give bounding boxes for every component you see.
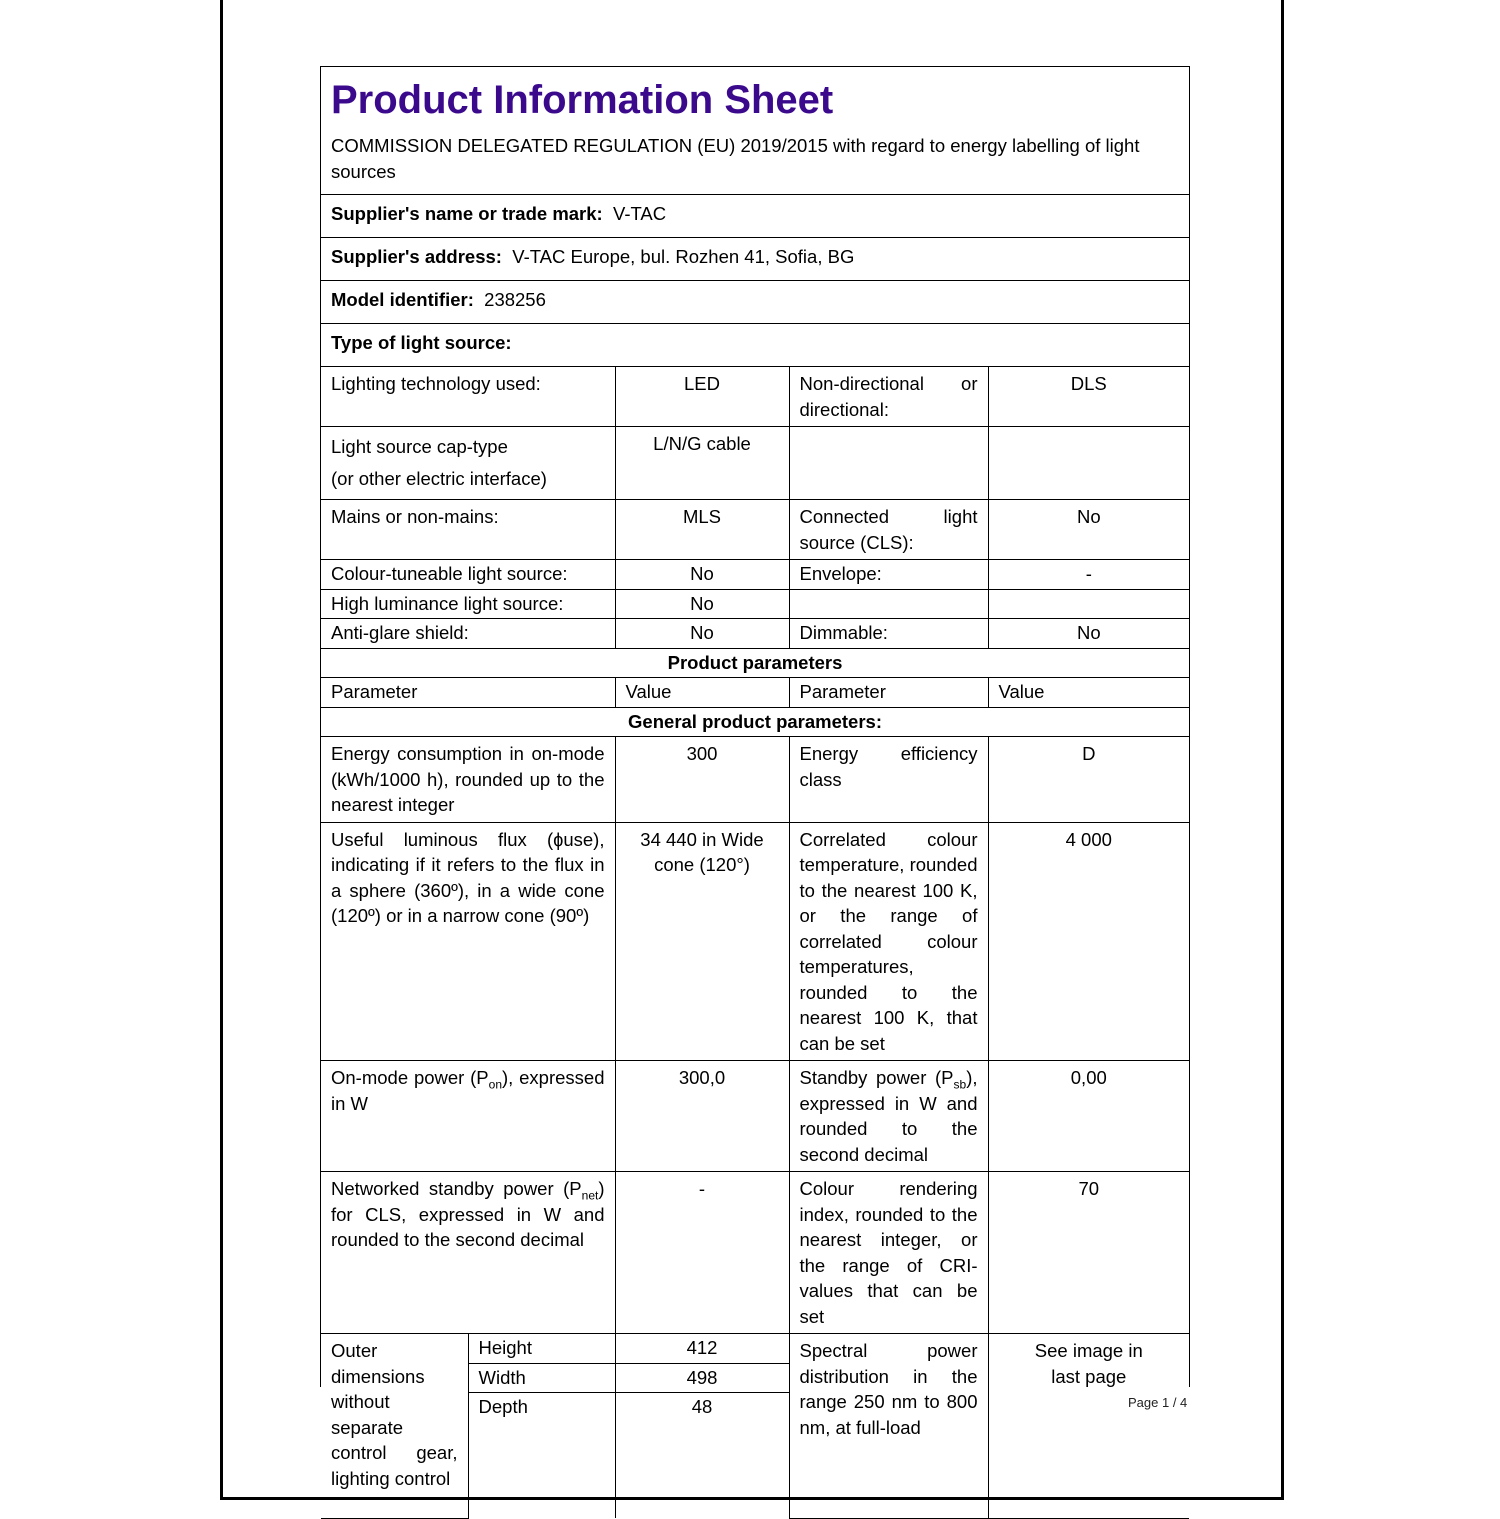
depth-value: 48	[615, 1393, 789, 1519]
supplier-name-label: Supplier's name or trade mark:	[331, 203, 603, 224]
on-mode-power-label	[321, 1061, 615, 1172]
model-label: Model identifier:	[331, 289, 474, 310]
energy-consumption-value: 300	[615, 737, 789, 823]
type-value: LED	[615, 367, 789, 427]
type-heading: Type of light source:	[321, 324, 1189, 367]
page-number: Page 1 / 4	[1128, 1395, 1188, 1410]
type-value: No	[615, 619, 789, 649]
spectral-value: See image in last page	[988, 1334, 1189, 1519]
column-header: Parameter	[321, 678, 615, 708]
networked-standby-text: Networked standby power (P	[331, 1178, 582, 1199]
standby-power-text: Standby power (P	[799, 1067, 954, 1088]
type-label: Mains or non-mains:	[321, 500, 615, 560]
type-value: MLS	[615, 500, 789, 560]
type-label: Lighting technology used:	[321, 367, 615, 427]
networked-standby-sub: net	[581, 1188, 599, 1203]
info-table	[321, 67, 1189, 1519]
height-label: Height	[468, 1334, 615, 1364]
supplier-address-value: V-TAC Europe, bul. Rozhen 41, Sofia, BG	[512, 246, 855, 267]
cri-label: Colour rendering index, rounded to the nearest integer, or the range of CRI-values that can be set	[789, 1172, 988, 1334]
type-label: Envelope:	[789, 560, 988, 590]
type-value: No	[615, 589, 789, 619]
dimensions-label: Outer dimensions without separate control gear, lighting control	[321, 1334, 468, 1519]
cct-label: Correlated colour temperature, rounded to the nearest 100 K, or the range of correlated colour temperatures, rounded to the nearest 100 K, that can be set	[789, 822, 988, 1061]
standby-power-sub: sb	[953, 1077, 967, 1092]
type-value: L/N/G cable	[615, 427, 789, 500]
type-value: -	[988, 560, 1189, 590]
column-header: Parameter	[789, 678, 988, 708]
type-label: Dimmable:	[789, 619, 988, 649]
standby-power-label	[789, 1061, 988, 1172]
type-value	[988, 589, 1189, 619]
type-label: Colour-tuneable light source:	[321, 560, 615, 590]
on-mode-power-text: On-mode power (P	[331, 1067, 489, 1088]
energy-class-label: Energy efficiency class	[789, 737, 988, 823]
type-label	[789, 427, 988, 500]
column-header: Value	[615, 678, 789, 708]
type-label: High luminance light source:	[321, 589, 615, 619]
type-value: No	[988, 619, 1189, 649]
product-parameters-heading: Product parameters	[321, 648, 1189, 678]
width-label: Width	[468, 1363, 615, 1393]
height-value: 412	[615, 1334, 789, 1364]
type-label: Non-directional or directional:	[789, 367, 988, 427]
on-mode-power-sub: on	[488, 1077, 503, 1092]
networked-standby-text-end: ) for CLS, expressed in W and rounded to the second decimal	[331, 1178, 605, 1250]
networked-standby-value: -	[615, 1172, 789, 1334]
standby-power-text-end: ), expressed in W and rounded to the second decimal	[799, 1067, 978, 1165]
type-label: Light source cap-type	[331, 436, 508, 457]
column-header: Value	[988, 678, 1189, 708]
regulation-text: COMMISSION DELEGATED REGULATION (EU) 2019/2015 with regard to energy labelling of light sources	[331, 135, 1140, 182]
document-page	[220, 0, 1284, 1500]
networked-standby-label	[321, 1172, 615, 1334]
type-label	[789, 589, 988, 619]
luminous-flux-label: Useful luminous flux (ɸuse), indicating if it refers to the flux in a sphere (360º), in a wide cone (120º) or in a narrow cone (90º)	[321, 822, 615, 1061]
type-value: No	[988, 500, 1189, 560]
type-label-extra: (or other electric interface)	[331, 468, 547, 489]
standby-power-value: 0,00	[988, 1061, 1189, 1172]
energy-class-value: D	[988, 737, 1189, 823]
model-value: 238256	[484, 289, 546, 310]
cri-value: 70	[988, 1172, 1189, 1334]
type-value	[988, 427, 1189, 500]
on-mode-power-text-end: ), expressed in W	[331, 1067, 605, 1114]
on-mode-power-value: 300,0	[615, 1061, 789, 1172]
supplier-name-value: V-TAC	[613, 203, 667, 224]
type-value: No	[615, 560, 789, 590]
type-value: DLS	[988, 367, 1189, 427]
depth-label: Depth	[468, 1393, 615, 1519]
cct-value: 4 000	[988, 822, 1189, 1061]
spectral-label: Spectral power distribution in the range 250 nm to 800 nm, at full-load	[789, 1334, 988, 1519]
page-title: Product Information Sheet	[331, 78, 834, 122]
type-label: Anti-glare shield:	[321, 619, 615, 649]
width-value: 498	[615, 1363, 789, 1393]
type-label: Connected light source (CLS):	[789, 500, 988, 560]
luminous-flux-value: 34 440 in Wide cone (120°)	[615, 822, 789, 1061]
energy-consumption-label: Energy consumption in on-mode (kWh/1000 h), rounded up to the nearest integer	[321, 737, 615, 823]
general-parameters-heading: General product parameters:	[321, 707, 1189, 737]
supplier-address-label: Supplier's address:	[331, 246, 502, 267]
